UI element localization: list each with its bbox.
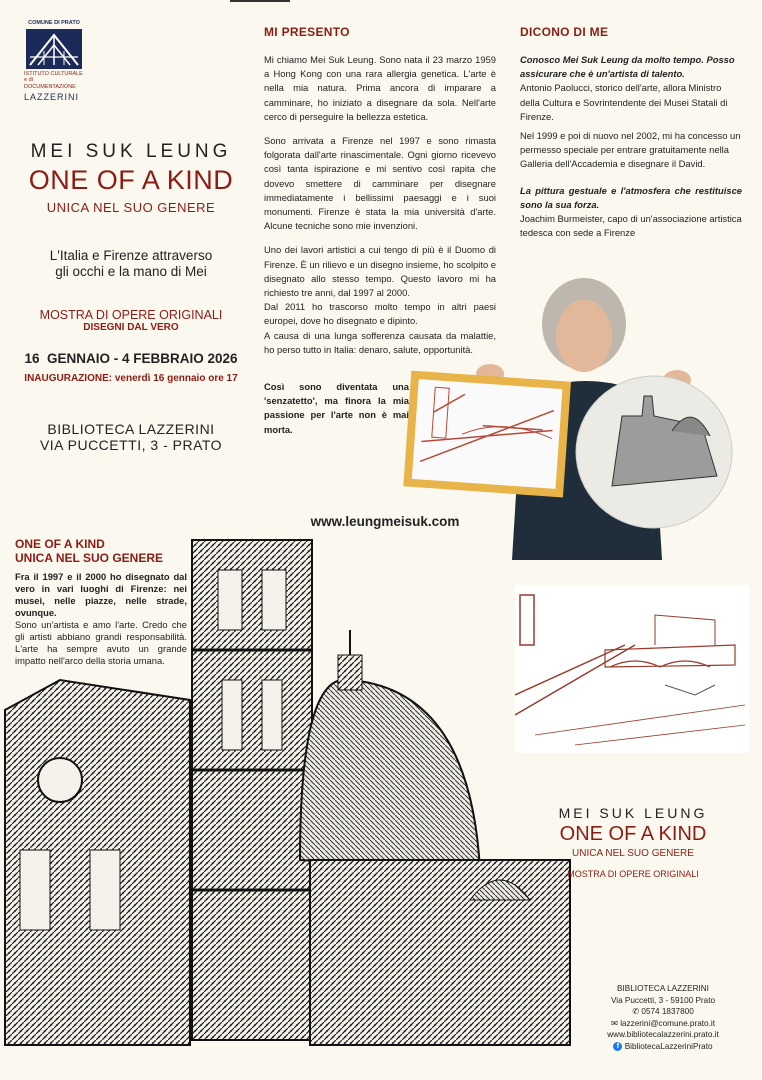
venue-name: BIBLIOTECA LAZZERINI bbox=[47, 421, 215, 437]
contact-name: BIBLIOTECA LAZZERINI bbox=[617, 984, 709, 993]
presento-p5: A causa di una lunga sofferenza causata da malattie, ho perso tutto in Italia: denaro, salute, opportunità. bbox=[264, 329, 496, 355]
logo-line2: e di DOCUMENTAZIONE bbox=[24, 77, 76, 90]
lower-title1: ONE OF A KIND bbox=[15, 537, 105, 551]
presento-p2: Sono arrivata a Firenze nel 1997 e sono rimasta folgorata dall'arte rinascimentale. Ogni giorno ricevevo così tanta ispirazione e mi sentivo così rapita che dovevo smettere di camminare per disegnare immediatamente i bellissimi paesaggi e i suoi monumenti. Firenze è stata la mia università d'arte. Alcune tecniche sono mie invenzioni. bbox=[264, 135, 496, 232]
tagline-line2: gli occhi e la mano di Mei bbox=[55, 264, 207, 279]
contact-address: Via Puccetti, 3 - 59100 Prato bbox=[610, 995, 716, 1005]
dicono-text2: Nel 1999 e poi di nuovo nel 2002, mi ha concesso un permesso speciale per entrare gratuitamente nella Galleria dell'Accademia e disegnare il David. bbox=[520, 130, 741, 170]
venue-address: VIA PUCCETTI, 3 - PRATO bbox=[39, 437, 223, 453]
exhibition-dates: 16 GENNAIO - 4 FEBBRAIO 2026 bbox=[24, 351, 238, 366]
logo-comune: COMUNE DI PRATO bbox=[28, 20, 80, 26]
contact-facebook[interactable]: BibliotecaLazzeriniPrato bbox=[624, 1041, 713, 1051]
footer-artist: MEI SUK LEUNG bbox=[558, 805, 708, 821]
duomo-drawing bbox=[0, 530, 580, 1065]
presento-p6: Così sono diventata una 'senzatetto', ma finora la mia passione per l'arte non è mai morta. bbox=[264, 381, 409, 435]
contact-email[interactable]: lazzerini@comune.prato.it bbox=[620, 1018, 715, 1028]
contact-phone-row bbox=[580, 1006, 746, 1018]
dicono-quote1: Conosco Mei Suk Leung da molto tempo. Posso assicurare che è un'artista di talento. bbox=[520, 54, 735, 80]
lower-bold: Fra il 1997 e il 2000 ho disegnato dal vero in vari luoghi di Firenze: nei musei, nelle piazze, nelle strade, ovunque. bbox=[15, 571, 187, 618]
ponte-vecchio-illustration bbox=[515, 585, 749, 753]
phone-icon: ✆ bbox=[632, 1007, 640, 1016]
dicono-text bbox=[520, 53, 742, 245]
exhibition-title: ONE OF A KIND bbox=[28, 165, 234, 195]
logo-name: LAZZERINI bbox=[24, 92, 80, 102]
exhibition-subtitle: UNICA NEL SUO GENERE bbox=[46, 200, 216, 215]
footer-subtitle: UNICA NEL SUO GENERE bbox=[572, 848, 694, 859]
lower-text: Sono un'artista e amo l'arte. Credo che gli artisti abbiano grandi responsabilità. L'arte ha sempre avuto un grande impatto nell'arco della storia umana. bbox=[15, 619, 187, 666]
presento-p3: Uno dei lavori artistici a cui tengo di più è il Duomo di Firenze. È un rilievo e un disegno insieme, ho scolpito e disegnato allo stesso tempo. Questo lavoro mi ha richiesto tre anni, dal 1997 al 2000. bbox=[264, 244, 496, 299]
exhibit-sublabel: DISEGNI DAL VERO bbox=[83, 322, 179, 333]
dicono-author2: Joachim Burmeister, capo di un'associazione artistica tedesca con sede a Firenze bbox=[520, 213, 742, 239]
duomo-illustration bbox=[0, 530, 580, 1065]
facebook-icon: f bbox=[613, 1042, 622, 1051]
tagline-line1: L'Italia e Firenze attraverso bbox=[49, 248, 213, 263]
exhibit-label: MOSTRA DI OPERE ORIGINALI bbox=[39, 308, 223, 322]
lower-title2: UNICA NEL SUO GENERE bbox=[15, 551, 164, 565]
opening-info: INAUGURAZIONE: venerdì 16 gennaio ore 17 bbox=[24, 373, 238, 384]
contact-email-row bbox=[580, 1018, 746, 1030]
contact-phone: 0574 1837800 bbox=[641, 1007, 694, 1016]
lazzerini-logo bbox=[24, 20, 84, 102]
contact-web[interactable]: www.bibliotecalazzerini.prato.it bbox=[607, 1030, 719, 1039]
website-link[interactable]: www.leungmeisuk.com bbox=[310, 514, 460, 529]
ponte-vecchio-sketch bbox=[515, 585, 749, 753]
presento-p4: Dal 2011 ho trascorso molto tempo in altri paesi europei, dove ho disegnato e dipinto. bbox=[264, 301, 496, 327]
footer-exhibit: MOSTRA DI OPERE ORIGINALI bbox=[567, 869, 699, 879]
dicono-title: DICONO DI ME bbox=[520, 25, 609, 39]
presento-title: MI PRESENTO bbox=[264, 25, 350, 39]
artist-name: MEI SUK LEUNG bbox=[30, 141, 232, 162]
footer-title: ONE OF A KIND bbox=[559, 823, 707, 845]
mail-icon: ✉ bbox=[611, 1018, 618, 1028]
logo-building-icon bbox=[26, 29, 82, 69]
presento-p1: Mi chiamo Mei Suk Leung. Sono nata il 23 marzo 1959 a Hong Kong con una rara allergia genetica. L'arte è nella mia natura. Prima ancora di imparare a camminare, ho iniziato a disegnare da sola. Nell'arte cerco di perseguire la bellezza estetica. bbox=[264, 54, 496, 122]
top-bar bbox=[230, 0, 290, 2]
dicono-author1: Antonio Paolucci, storico dell'arte, allora Ministro della Cultura e Sovrintendente dei Musei Statali di Firenze. bbox=[520, 82, 728, 122]
dicono-quote2: La pittura gestuale e l'atmosfera che restituisce sono la sua forza. bbox=[520, 184, 742, 210]
contact-facebook-row bbox=[580, 1041, 746, 1053]
contact-block bbox=[580, 983, 746, 1052]
logo-line1: ISTITUTO CULTURALE bbox=[24, 70, 83, 77]
